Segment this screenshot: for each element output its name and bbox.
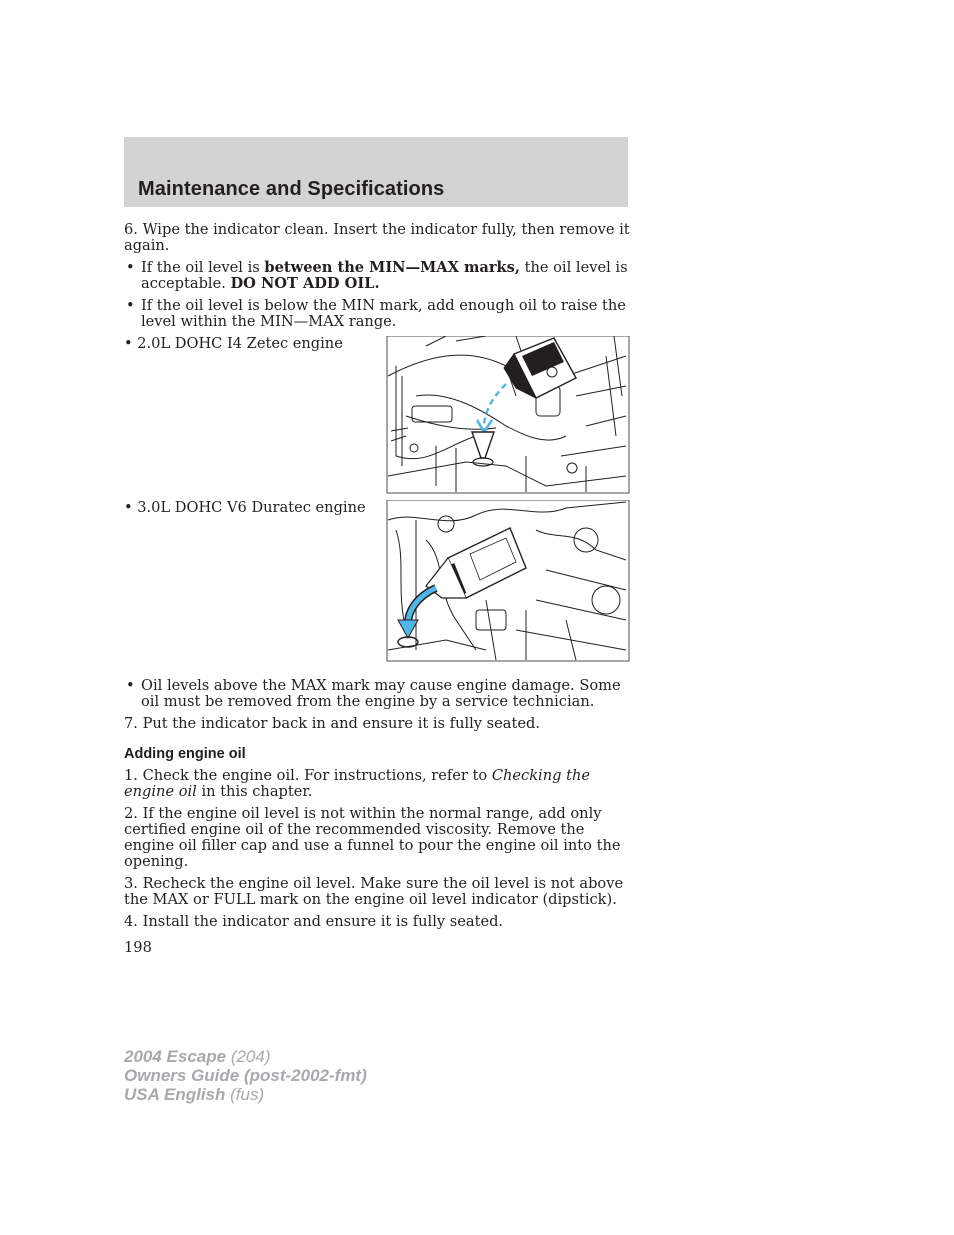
footer-line-guide: Owners Guide (post-2002-fmt) bbox=[124, 1066, 367, 1085]
bullet-dot: • bbox=[126, 259, 135, 276]
cross-reference: Checking the engine oil bbox=[124, 767, 590, 800]
duratec-engine-oil-fill-illustration bbox=[386, 500, 630, 662]
bullet-dot: • bbox=[126, 297, 135, 314]
section-header-band bbox=[124, 137, 628, 207]
bullet-oil-above-max: • Oil levels above the MAX mark may cause engine damage. Some oil must be removed from the engine by a service technician. bbox=[126, 677, 621, 710]
page-number: 198 bbox=[124, 939, 152, 956]
step-6: 6. Wipe the indicator clean. Insert the indicator fully, then remove it again. bbox=[124, 221, 630, 254]
engine-row-zetec bbox=[124, 336, 630, 500]
adding-step-1: 1. Check the engine oil. For instructions, refer to Checking the engine oil in this chapter. bbox=[124, 767, 590, 800]
adding-engine-oil-heading: Adding engine oil bbox=[124, 746, 246, 762]
engine-label-zetec: • 2.0L DOHC I4 Zetec engine bbox=[124, 335, 343, 352]
zetec-engine-oil-fill-illustration bbox=[386, 336, 630, 494]
bullet-oil-below-min: • If the oil level is below the MIN mark, add enough oil to raise the level within the MIN—MAX range. bbox=[126, 297, 626, 330]
adding-step-2: 2. If the engine oil level is not within the normal range, add only certified engine oil of the recommended viscosity. Remove the engine oil filler cap and use a funnel to pour the engine oil into the opening. bbox=[124, 805, 621, 870]
bullet-oil-acceptable: • If the oil level is between the MIN—MAX marks, the oil level is acceptable. DO NOT ADD OIL. bbox=[126, 259, 628, 292]
adding-step-4: 4. Install the indicator and ensure it is fully seated. bbox=[124, 913, 504, 930]
step-7: 7. Put the indicator back in and ensure it is fully seated. bbox=[124, 715, 540, 732]
footer-line-model: 2004 Escape (204) bbox=[124, 1047, 271, 1066]
footer-line-language: USA English (fus) bbox=[124, 1085, 265, 1104]
engine-label-duratec: • 3.0L DOHC V6 Duratec engine bbox=[124, 499, 366, 516]
engine-row-duratec bbox=[124, 500, 630, 678]
page-content bbox=[124, 222, 630, 962]
section-title: Maintenance and Specifications bbox=[138, 178, 445, 200]
adding-step-3: 3. Recheck the engine oil level. Make sure the oil level is not above the MAX or FULL mark on the engine oil level indicator (dipstick). bbox=[124, 875, 624, 908]
document-footer bbox=[124, 1047, 367, 1104]
bullet-dot: • bbox=[126, 677, 135, 694]
